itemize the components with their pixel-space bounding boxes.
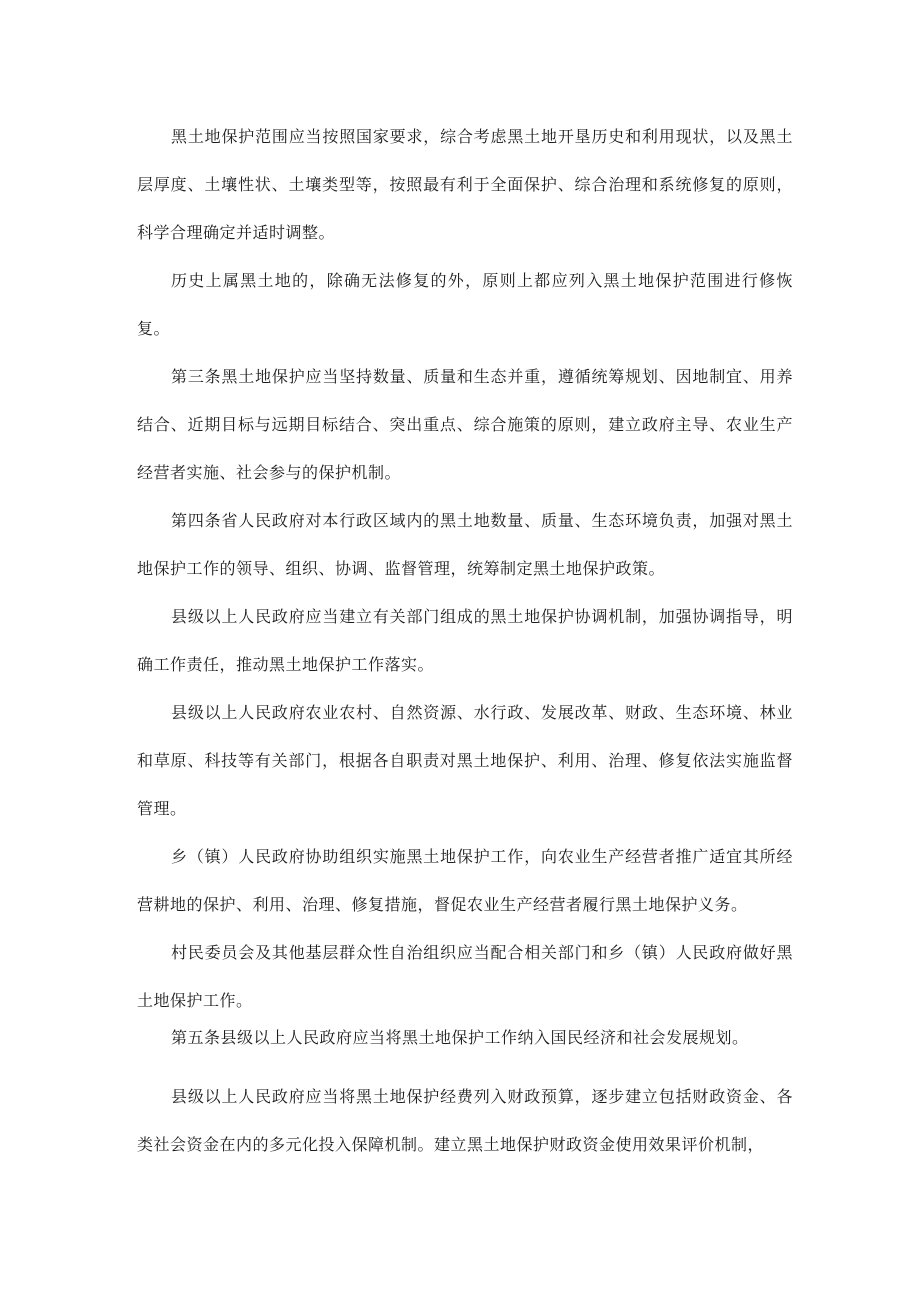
paragraph-protection-scope: 黑土地保护范围应当按照国家要求，综合考虑黑土地开垦历史和利用现状，以及黑土层厚度、土壤性状、土壤类型等，按照最有利于全面保护、综合治理和系统修复的原则，科学合理确定并适时调整。	[137, 127, 793, 242]
paragraph-coordination-mechanism: 县级以上人民政府应当建立有关部门组成的黑土地保护协调机制，加强协调指导，明确工作责任，推动黑土地保护工作落实。	[137, 607, 793, 674]
paragraph-article-3: 第三条黑土地保护应当坚持数量、质量和生态并重，遵循统筹规划、因地制宜、用养结合、近期目标与远期目标结合、突出重点、综合施策的原则，建立政府主导、农业生产经营者实施、社会参与的保护机制。	[137, 367, 793, 482]
paragraph-village-committee: 村民委员会及其他基层群众性自治组织应当配合相关部门和乡（镇）人民政府做好黑土地保护工作。	[137, 943, 793, 1010]
paragraph-township-duties: 乡（镇）人民政府协助组织实施黑土地保护工作，向农业生产经营者推广适宜其所经营耕地的保护、利用、治理、修复措施，督促农业生产经营者履行黑土地保护义务。	[137, 847, 793, 914]
paragraph-funding: 县级以上人民政府应当将黑土地保护经费列入财政预算，逐步建立包括财政资金、各类社会资金在内的多元化投入保障机制。建立黑土地保护财政资金使用效果评价机制，	[137, 1087, 793, 1154]
paragraph-historical-black-soil: 历史上属黑土地的，除确无法修复的外，原则上都应列入黑土地保护范围进行修恢复。	[137, 271, 793, 338]
paragraph-department-duties: 县级以上人民政府农业农村、自然资源、水行政、发展改革、财政、生态环境、林业和草原、科技等有关部门，根据各自职责对黑土地保护、利用、治理、修复依法实施监督管理。	[137, 703, 793, 818]
paragraph-article-4: 第四条省人民政府对本行政区域内的黑土地数量、质量、生态环境负责，加强对黑土地保护工作的领导、组织、协调、监督管理，统筹制定黑土地保护政策。	[137, 511, 793, 578]
paragraph-article-5: 第五条县级以上人民政府应当将黑土地保护工作纳入国民经济和社会发展规划。	[171, 1028, 749, 1047]
